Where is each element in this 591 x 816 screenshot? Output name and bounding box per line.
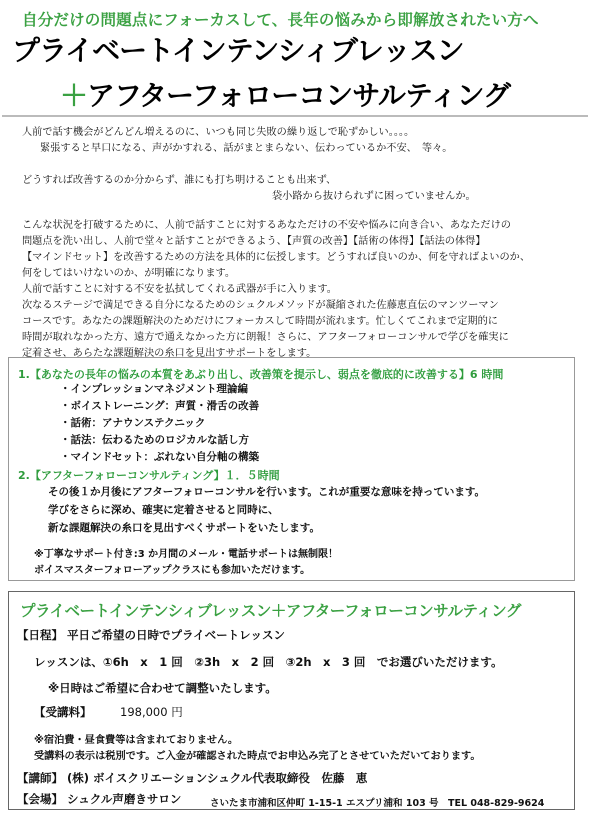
intro-line: 次なるステージで満足できる自分になるためのシュクルメソッドが凝縮された佐藤恵直伝のマンツーマン <box>22 300 499 311</box>
support-note: ※丁寧なサポート付き:3 か月間のメール・電話サポートは無制限！ <box>34 549 338 560</box>
section-2-heading: 2.【アフターフォローコンサルティング】１．５時間 <box>18 469 280 482</box>
title-line-2 <box>60 74 510 114</box>
support-note: ボイスマスターフォローアップクラスにも参加いただけます。 <box>34 565 311 576</box>
intro-line: 【マインドセット】を改善するための方法を具体的に伝授します。どうすれば良いのか、何を守ればよいのか、 <box>22 252 531 263</box>
info-title: プライベートインテンシィブレッスン＋アフターフォローコンサルティング <box>20 602 521 620</box>
address: さいたま市浦和区仲町 1-15-1 エスプリ浦和 103 号 TEL 048-829-9624 <box>210 798 545 809</box>
intro-line: 時間が取れなかった方、遠方で通えなかった方に朗報！さらに、アフターフォローコンサルで学びを確実に <box>22 332 509 343</box>
schedule: 【日程】 平日ご希望の日時でプライベートレッスン <box>17 628 286 642</box>
intro-line: 袋小路から抜けられずに困っていませんか。 <box>272 191 476 202</box>
title-line-1: プライベートインテンシィブレッスン <box>12 34 464 67</box>
fee-label: 【受講料】 <box>34 705 92 719</box>
intro-line: 問題点を洗い出し、人前で堂々と話すことができるよう、【声質の改善】【話術の体得】【話法の体得】 <box>22 236 486 247</box>
intro-line: 定着させ、あらたな課題解決の糸口を見出すサポートをします。 <box>22 348 317 359</box>
fee-note: ※宿泊費・昼食費等は含まれておりません。 <box>34 735 239 746</box>
list-item: ・ボイストレーニング：声質・滑舌の改善 <box>60 400 260 412</box>
plus-sign: ＋ <box>60 79 88 112</box>
section-2-line: その後１か月後にアフターフォローコンサルを行います。これが重要な意味を持っています。 <box>48 486 486 498</box>
schedule-note: ※日時はご希望に合わせて調整いたします。 <box>48 681 277 695</box>
venue: 【会場】 シュクル声磨きサロン <box>17 792 182 806</box>
intro-line: どうすれば改善するのか分からず、誰にも打ち明けることも出来ず、 <box>22 175 337 186</box>
fee-note: 受講料の表示は税別です。ご入金が確認された時点でお申込み完了とさせていただいております。 <box>34 751 481 762</box>
lesson-options: レッスンは、①6h x 1 回 ②3h x 2 回 ③2h x 3 回 でお選びいただけます。 <box>34 655 503 669</box>
section-2-line: 学びをさらに深め、確実に定着させると同時に、 <box>48 504 279 516</box>
section-1-heading: 1.【あなたの長年の悩みの本質をあぶり出し、改善策を提示し、弱点を徹底的に改善する】6 時間 <box>18 368 504 381</box>
intro-line: 人前で話すことに対する不安を払拭してくれる武器が手に入ります。 <box>22 284 337 295</box>
intro-line: コースです。あなたの課題解決のためだけにフォーカスして時間が流れます。忙しくてこれまで定期的に <box>22 316 498 327</box>
tagline: 自分だけの問題点にフォーカスして、長年の悩みから即解放されたい方へ <box>22 11 539 29</box>
list-item: ・話法：伝わるためのロジカルな話し方 <box>60 434 249 446</box>
intro-line: こんな状況を打破するために、人前で話すことに対するあなただけの不安や悩みに向き合い、あなただけの <box>22 220 511 231</box>
list-item: ・話術：アナウンステクニック <box>60 417 206 429</box>
intro-line: 何をしてはいけないのか、が明確になります。 <box>22 268 236 279</box>
list-item: ・マインドセット：ぶれない自分軸の構築 <box>60 451 259 463</box>
instructor: 【講師】 (株) ボイスクリエーションシュクル代表取締役 佐藤 恵 <box>17 771 368 785</box>
intro-line: 人前で話す機会がどんどん増えるのに、いつも同じ失敗の繰り返しで恥ずかしい。。。。 <box>22 127 415 138</box>
list-item: ・インプレッションマネジメント理論編 <box>60 383 248 395</box>
section-2-line: 新な課題解決の糸口を見出すべくサポートをいたします。 <box>48 522 320 534</box>
intro-line: 緊張すると早口になる、声がかすれる、話がまとまらない、伝わっているか不安、 等々。 <box>40 143 453 154</box>
header-divider <box>2 115 588 117</box>
title-line-2-text: アフターフォローコンサルティング <box>87 79 511 112</box>
fee-value: 198,000 円 <box>120 705 183 719</box>
